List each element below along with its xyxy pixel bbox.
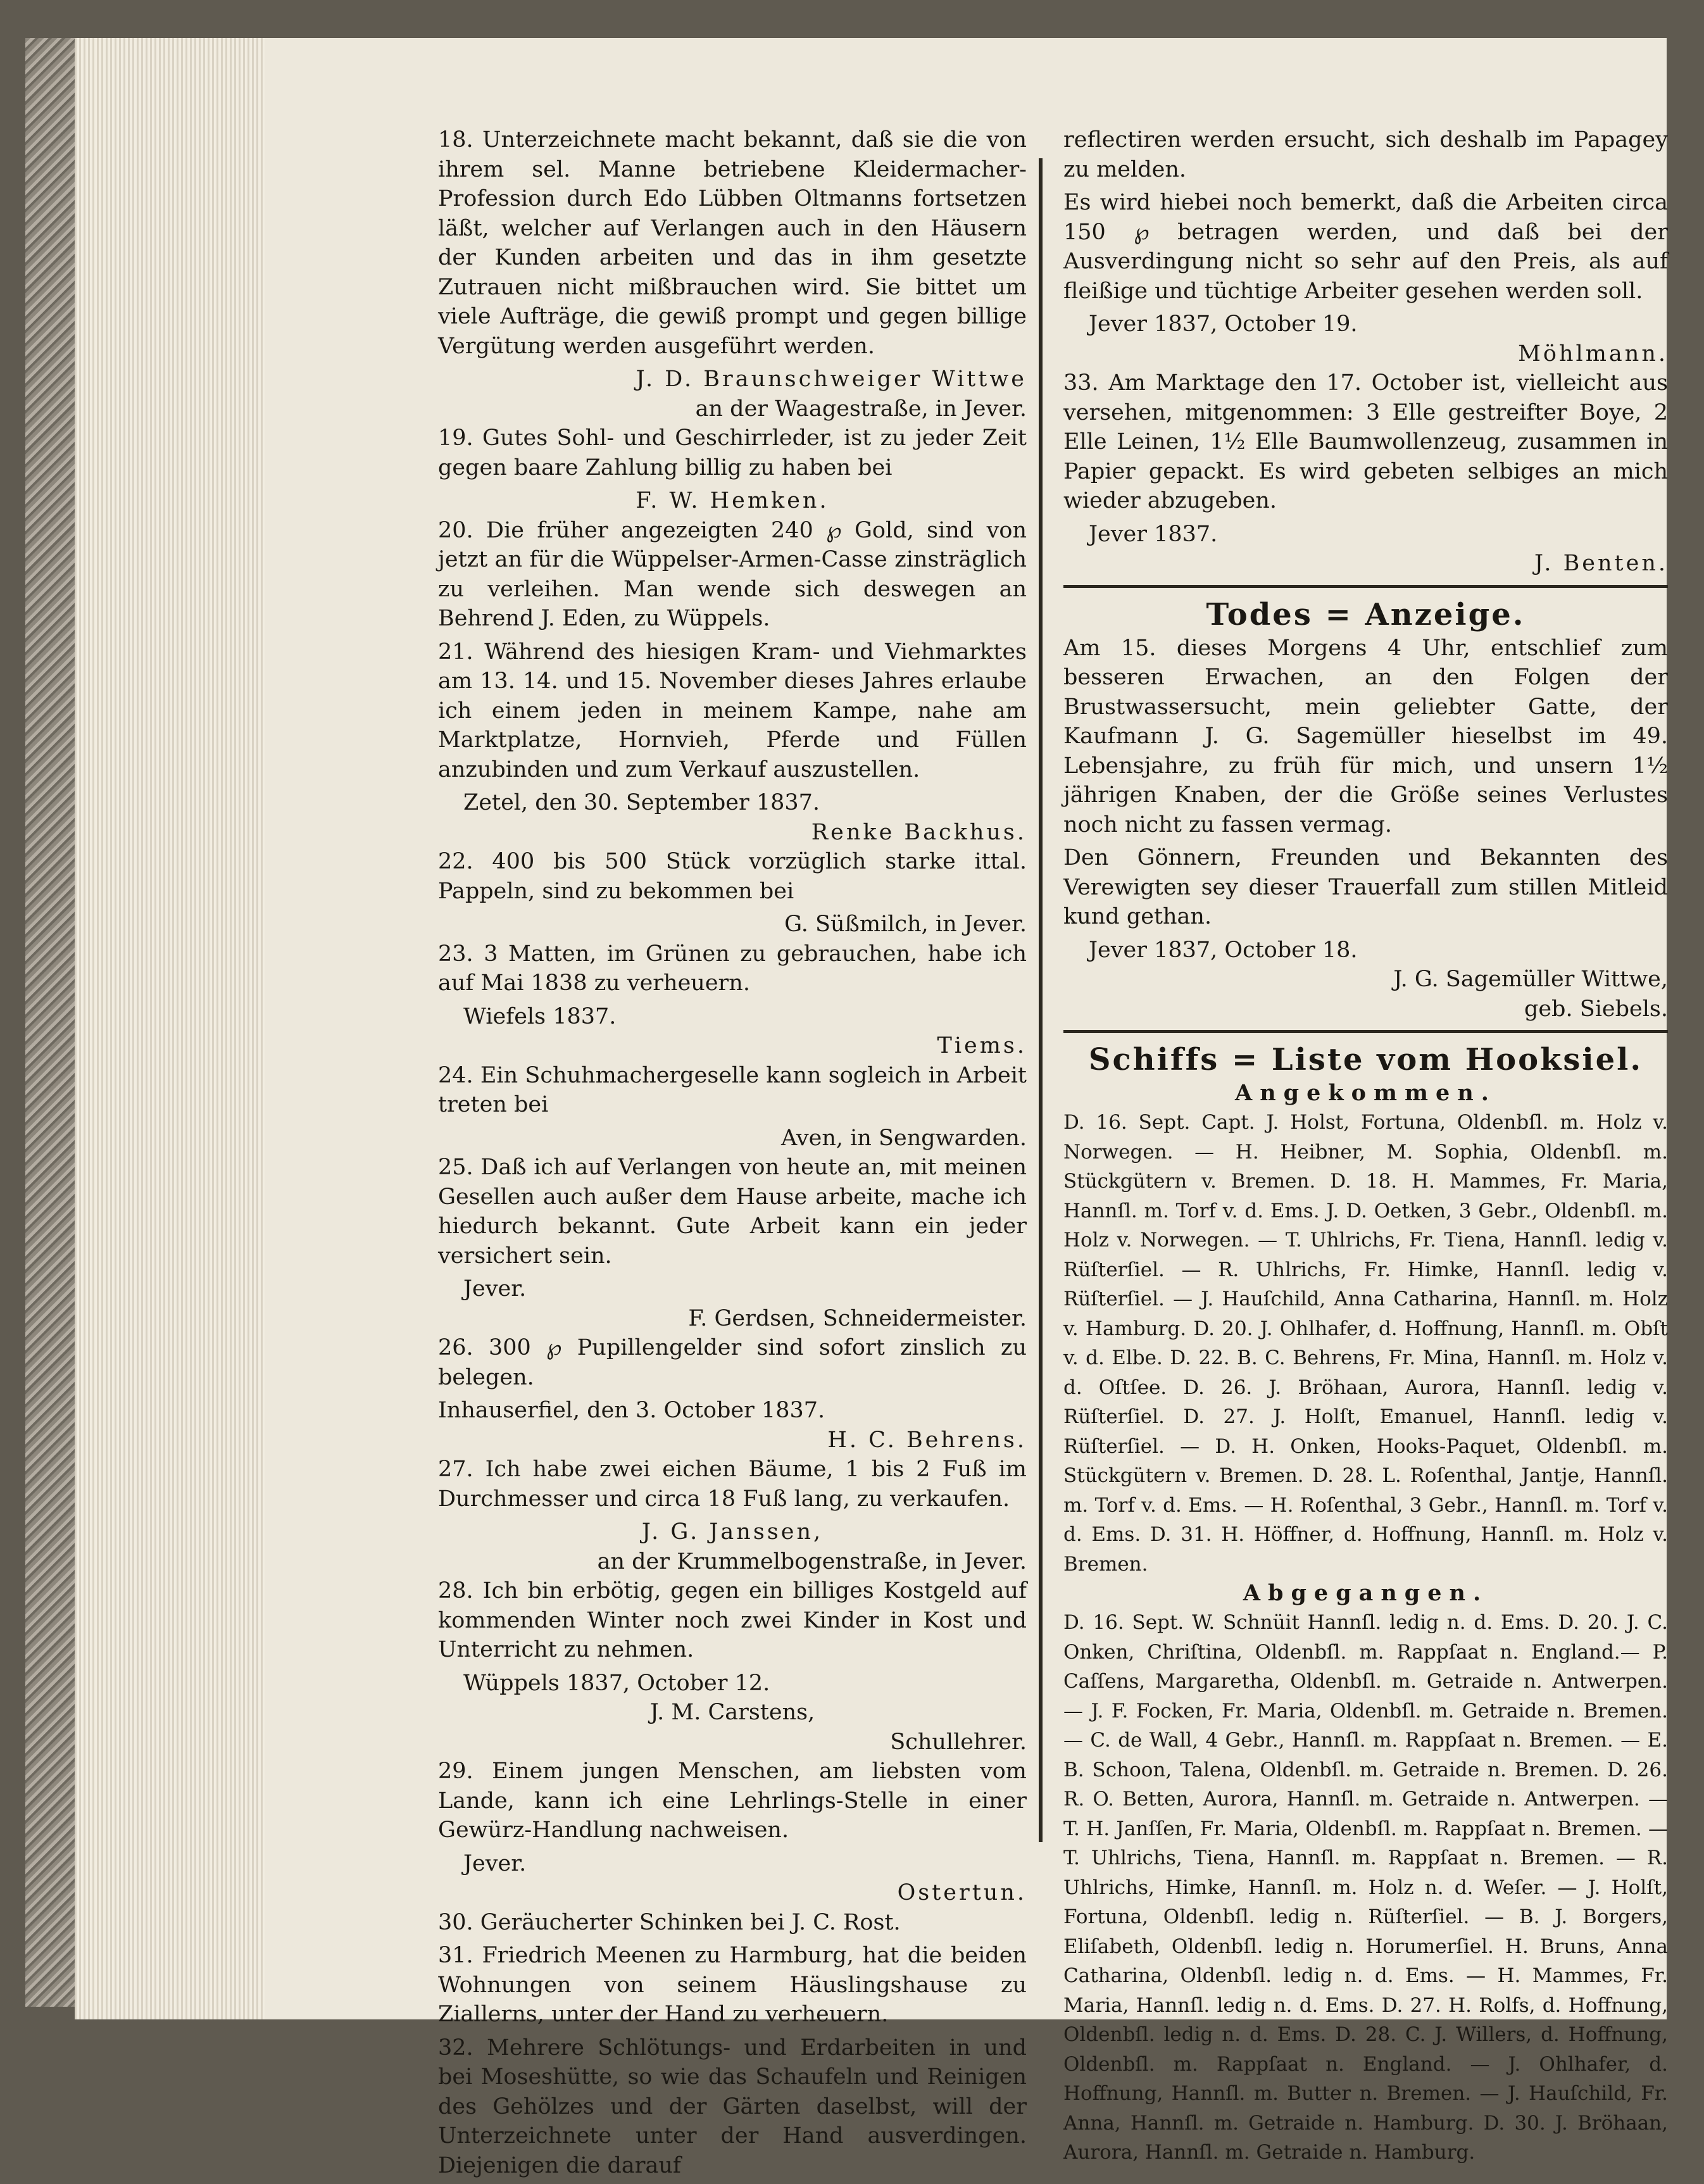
entry-signature: an der Waagestraße, in Jever. — [695, 396, 1027, 422]
entry-signature: Aven, in Sengwarden. — [781, 1125, 1027, 1151]
entry-text: 25. Daß ich auf Verlangen von heute an, mit meinen Gesellen auch außer dem Hause arbeite, mache ich hiedurch bekannt. Gute Arbeit kann ein jeder versichert sein. — [438, 1155, 1027, 1269]
entry-23 — [438, 939, 1027, 1061]
entry-33-text: 33. Am Marktage den 17. October ist, vielleicht aus versehen, mitgenommen: 3 Elle gestreifter Boye, 2 Elle Leinen, 1½ Elle Baumwollenzeug, zusammen in Papier gepackt. Es wird gebeten selbiges an mich wieder abzugeben. — [1063, 370, 1668, 513]
ship-list-heading: Schiffs = Liste vom Hooksiel. — [1088, 1042, 1643, 1077]
entry-place-date: Jever. — [463, 1276, 527, 1302]
entry-text: 26. 300 ℘ Pupillengelder sind sofort zinslich zu belegen. — [438, 1335, 1027, 1390]
entry-32 — [438, 2033, 1027, 2181]
entry-signature: Schullehrer. — [890, 1729, 1027, 1755]
column-divider — [1039, 158, 1043, 1842]
entry-22 — [438, 847, 1027, 939]
entry-place-date: Jever. — [463, 1850, 527, 1876]
entry-text: 32. Mehrere Schlötungs- und Erdarbeiten in und bei Moseshütte, so wie das Schaufeln und Reinigen des Gehölzes und der Gärten daselbst, will der Unterzeichnete unter der Hand ausverdingen. Diejenigen die darauf — [438, 2035, 1027, 2178]
entry-text: 18. Unterzeichnete macht bekannt, daß sie die von ihrem sel. Manne betriebene Kleidermacher-Profession durch Edo Lübben Oltmanns fortsetzen läßt, welcher auf Verlangen auch in den Häusern der Kunden arbeiten und das in ihm gesetzte Zutrauen nicht mißbrauchen wird. Sie bittet um viele Aufträge, die gewiß prompt und gegen billige Vergütung werden ausgeführt werden. — [438, 127, 1027, 359]
entry-place-date: Inhauserfiel, den 3. October 1837. — [438, 1398, 825, 1423]
entry-text: 23. 3 Matten, im Grünen zu gebrauchen, habe ich auf Mai 1838 zu verheuern. — [438, 941, 1027, 996]
entry-signature: H. C. Behrens. — [827, 1427, 1027, 1453]
entry-place-date: Wiefels 1837. — [463, 1003, 617, 1029]
entry-text: 31. Friedrich Meenen zu Harmburg, hat die beiden Wohnungen von seinem Häuslingshause zu Ziallerns, unter der Hand zu verheuern. — [438, 1943, 1027, 2027]
departed-list: D. 16. Sept. W. Schnüit Hannſl. ledig n. d. Ems. D. 20. J. C. Onken, Chriſtina, Oldenbſl. m. Rappſaat n. England.— P. Caſſens, Margaretha, Oldenbſl. m. Getraide n. Antwerpen. — J. F. Focken, Fr. Maria, Oldenbſl. m. Getraide n. Bremen. — C. de Wall, 4 Gebr., Hannſl. m. Rappſaat n. Bremen. — E. B. Schoon, Talena, Oldenbſl. m. Getraide n. Bremen. D. 26. R. O. Betten, Aurora, Hannſl. m. Getraide n. Antwerpen. — T. H. Janſſen, Fr. Maria, Oldenbſl. m. Rappſaat n. Bremen. — T. Uhlrichs, Tiena, Hannſl. m. Rappſaat n. Bremen. — R. Uhlrichs, Himke, Hannſl. m. Holz n. d. Weſer. — J. Holſt, Fortuna, Oldenbſl. ledig n. Rüſterſiel. — B. J. Borgers, Eliſabeth, Oldenbſl. ledig n. Horumerſiel. H. Bruns, Anna Catharina, Oldenbſl. ledig n. d. Ems. — H. Mammes, Fr. Maria, Hannſl. ledig n. d. Ems. D. 27. H. Rolfs, d. Hoffnung, Oldenbſl. ledig n. d. Ems. D. 28. C. J. Willers, d. Hoffnung, Oldenbſl. m. Rappſaat n. England. — J. Ohlhafer, d. Hoffnung, Hannſl. m. Butter n. Bremen. — J. Hauſchild, Fr. Anna, Hannſl. m. Getraide n. Hamburg. D. 30. J. Bröhaan, Aurora, Hannſl. m. Getraide n. Hamburg. — [1063, 1611, 1668, 2164]
entry-28 — [438, 1576, 1027, 1757]
entry-signature: F. W. Hemken. — [636, 488, 829, 513]
right-column — [1063, 125, 1668, 2168]
entry-signature: Renke Backhus. — [811, 819, 1027, 845]
entry-text: 28. Ich bin erbötig, gegen ein billiges Kostgeld auf kommenden Winter noch zwei Kinder in Kost und Unterricht zu nehmen. — [438, 1578, 1027, 1662]
entry-text: 19. Gutes Sohl- und Geschirrleder, ist zu jeder Zeit gegen baare Zahlung billig zu haben bei — [438, 425, 1027, 480]
entry-signature: Ostertun. — [897, 1880, 1027, 1905]
entry-text: 27. Ich habe zwei eichen Bäume, 1 bis 2 Fuß im Durchmesser und circa 18 Fuß lang, zu verkaufen. — [438, 1457, 1027, 1512]
note-place-date: Jever 1837, October 19. — [1089, 311, 1358, 337]
continuation-text: reflectiren werden ersucht, sich deshalb im Papagey zu melden. — [1063, 127, 1668, 182]
entry-27 — [438, 1455, 1027, 1576]
entry-signature: an der Krummelbogenstraße, in Jever. — [597, 1548, 1027, 1574]
book-edge — [25, 38, 75, 2007]
entry-31 — [438, 1941, 1027, 2030]
entry-20 — [438, 516, 1027, 634]
entry-21 — [438, 637, 1027, 848]
death-notice-text-2: Den Gönnern, Freunden und Bekannten des Verewigten sey dieser Trauerfall zum stillen Mitleid kund gethan. — [1063, 845, 1668, 929]
entry-signature: Tiems. — [937, 1033, 1027, 1058]
note-text: Es wird hiebei noch bemerkt, daß die Arbeiten circa 150 ℘ betragen werden, und daß bei der Ausverdingung nicht so sehr auf den Preis, als auf fleißige und tüchtige Arbeiter gesehen werden soll. — [1063, 190, 1668, 304]
left-column — [438, 125, 1027, 2184]
entry-30 — [438, 1908, 1027, 1938]
entry-26 — [438, 1333, 1027, 1455]
entry-text: 20. Die früher angezeigten 240 ℘ Gold, sind von jetzt an für die Wüppelser-Armen-Casse zinsträglich zu verleihen. Man wende sich deswegen an Behrend J. Eden, zu Wüppels. — [438, 517, 1027, 631]
entry-29 — [438, 1757, 1027, 1908]
note-signature: Möhlmann. — [1518, 341, 1668, 367]
entry-place-date: Wüppels 1837, October 12. — [463, 1670, 770, 1696]
section-rule — [1063, 1030, 1668, 1033]
death-notice-text: Am 15. dieses Morgens 4 Uhr, entschlief zum besseren Erwachen, an den Folgen der Brustwassersucht, mein geliebter Gatte, der Kaufmann J. G. Sagemüller hieselbst im 49. Lebensjahre, zu früh für mich, und unsern 1½ jährigen Knaben, der die Größe seines Verlustes noch nicht zu fassen vermag. — [1063, 635, 1668, 838]
entry-text: 22. 400 bis 500 Stück vorzüglich starke ittal. Pappeln, sind zu bekommen bei — [438, 849, 1027, 904]
entry-18 — [438, 125, 1027, 424]
entry-text: 24. Ein Schuhmachergeselle kann sogleich in Arbeit treten bei — [438, 1062, 1027, 1117]
death-notice-signature: J. G. Sagemüller Wittwe, — [1393, 967, 1668, 992]
entry-signature: F. Gerdsen, Schneidermeister. — [688, 1305, 1027, 1331]
page-stack-edge — [75, 38, 265, 2019]
entry-text: 21. Während des hiesigen Kram- und Viehmarktes am 13. 14. und 15. November dieses Jahres erlaube ich einem jeden in meinem Kampe, nahe am Marktplatze, Hornvieh, Pferde und Füllen anzubinden und zum Verkauf auszustellen. — [438, 639, 1027, 782]
entry-text: 29. Einem jungen Menschen, am liebsten vom Lande, kann ich eine Lehrlings-Stelle in einer Gewürz-Handlung nachweisen. — [438, 1759, 1027, 1843]
arrived-heading: Angekommen. — [1235, 1080, 1496, 1106]
death-notice-heading: Todes = Anzeige. — [1206, 596, 1525, 632]
entry-place-date: Zetel, den 30. September 1837. — [463, 790, 820, 815]
death-notice-place-date: Jever 1837, October 18. — [1089, 937, 1358, 963]
entry-19 — [438, 424, 1027, 516]
entry-text: 30. Geräucherter Schinken bei J. C. Rost. — [438, 1909, 901, 1935]
entry-33-place-date: Jever 1837. — [1089, 521, 1218, 547]
arrived-list: D. 16. Sept. Capt. J. Holst, Fortuna, Oldenbſl. m. Holz v. Norwegen. — H. Heibner, M. Sophia, Oldenbſl. m. Stückgütern v. Bremen. D. 18. H. Mammes, Fr. Maria, Hannſl. m. Torf v. d. Ems. J. D. Oetken, 3 Gebr., Oldenbſl. m. Holz v. Norwegen. — T. Uhlrichs, Fr. Tiena, Hannſl. ledig v. Rüſterſiel. — R. Uhlrichs, Fr. Himke, Hannſl. ledig v. Rüſterſiel. — J. Hauſchild, Anna Catharina, Hannſl. m. Holz v. Hamburg. D. 20. J. Ohlhafer, d. Hoffnung, Hannſl. m. Obſt v. d. Elbe. D. 22. B. C. Behrens, Fr. Mina, Hannſl. m. Holz v. d. Oſtſee. D. 26. J. Bröhaan, Aurora, Hannſl. ledig v. Rüſterſiel. D. 27. J. Holſt, Emanuel, Hannſl. ledig v. Rüſterſiel. — D. H. Onken, Hooks-Paquet, Oldenbſl. m. Stückgütern v. Bremen. D. 28. L. Roſenthal, Jantje, Hannſl. m. Torf v. d. Ems. — H. Roſenthal, 3 Gebr., Hannſl. m. Torf v. d. Ems. D. 31. H. Höffner, d. Hoffnung, Hannſl. m. Holz v. Bremen. — [1063, 1111, 1668, 1576]
section-rule — [1063, 585, 1668, 588]
entry-25 — [438, 1153, 1027, 1333]
entry-24 — [438, 1061, 1027, 1153]
death-notice-signature: geb. Siebels. — [1524, 996, 1668, 1022]
entry-signature: J. G. Janssen, — [641, 1519, 824, 1545]
entry-signature: J. D. Braunschweiger Wittwe — [636, 367, 1027, 392]
entry-signature: J. M. Carstens, — [649, 1700, 815, 1725]
entry-33-signature: J. Benten. — [1534, 551, 1668, 576]
entry-signature: G. Süßmilch, in Jever. — [784, 912, 1027, 937]
departed-heading: Abgegangen. — [1243, 1580, 1489, 1606]
